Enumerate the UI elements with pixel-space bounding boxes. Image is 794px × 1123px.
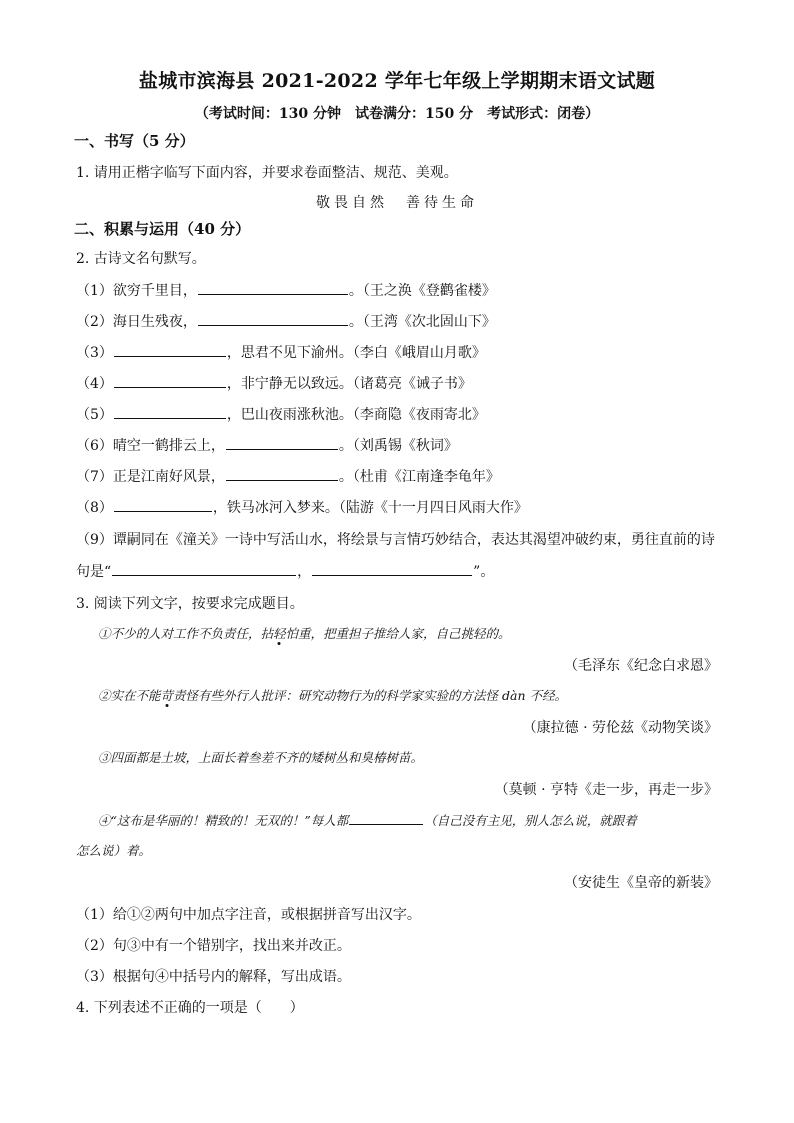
poem-item: （1）欲穷千里目， 。（王之涣《登鹳雀楼》 <box>76 280 496 300</box>
answer-blank[interactable] <box>114 404 226 419</box>
sentence-3: ③四面都是土坡，上面长着叁差不齐的矮树丛和臭椿树苗。 <box>98 750 424 765</box>
answer-blank[interactable] <box>226 435 338 450</box>
poem-item: （5） ，巴山夜雨涨秋池。（李商隐《夜雨寄北》 <box>76 404 486 424</box>
sentence-4: ④“这布是华丽的！精致的！无双的！”每人都 （自己没有主见，别人怎么说，就跟着 <box>98 810 637 829</box>
sentence-1: ①不少的人对工作不负责任，拈轻怕重，把重担子推给人家，自己挑轻的。 <box>98 626 511 641</box>
poem-item-9-line1: （9）谭嗣同在《潼关》一诗中写活山水，将绘景与言情巧妙结合，表达其渴望冲破约束，勇往直前的诗 <box>76 532 715 548</box>
question-4: 4. 下列表述不正确的一项是（ ） <box>76 1000 304 1016</box>
exam-info: （考试时间：130 分钟 试卷满分：150 分 考试形式：闭卷） <box>194 106 600 122</box>
answer-blank[interactable] <box>114 342 226 357</box>
answer-blank[interactable] <box>114 373 226 388</box>
page-title: 盐城市滨海县 2021-2022 学年七年级上学期期末语文试题 <box>138 70 656 92</box>
answer-blank[interactable] <box>312 561 472 576</box>
poem-item: （3） ，思君不见下渝州。（李白《峨眉山月歌》 <box>76 342 486 362</box>
poem-item-9-line2: 句是“ ， ”。 <box>76 561 494 581</box>
question-2: 2. 古诗文名句默写。 <box>76 251 206 267</box>
sentence-2: ②实在不能苛责怪有些外行人批评：研究动物行为的科学家实验的方法怪 dàn 不经。 <box>98 688 567 703</box>
source-4: （安徒生《皇帝的新装》 <box>564 875 718 891</box>
poem-item: （4） ，非宁静无以致远。（诸葛亮《诫子书》 <box>76 373 472 393</box>
poem-item: （2）海日生残夜， 。（王湾《次北固山下》 <box>76 311 496 331</box>
answer-blank[interactable] <box>114 497 212 512</box>
dotted-char: 轻 <box>273 626 286 641</box>
sentence-4-cont: 怎么说）着。 <box>76 843 152 858</box>
source-2: （康拉德 · 劳伦兹《动物笑谈》 <box>522 720 718 736</box>
answer-blank[interactable] <box>349 810 423 825</box>
answer-blank[interactable] <box>112 561 296 576</box>
source-3: （莫顿 · 亨特《走一步，再走一步》 <box>494 782 718 798</box>
copy-text: 敬畏自然 善待生命 <box>316 195 478 211</box>
section-heading-accumulation: 二、积累与运用（40 分） <box>74 220 251 238</box>
source-1: （毛泽东《纪念白求恩》 <box>564 658 718 674</box>
answer-blank[interactable] <box>198 311 348 326</box>
poem-item: （6）晴空一鹤排云上， 。（刘禹锡《秋词》 <box>76 435 458 455</box>
answer-blank[interactable] <box>198 280 348 295</box>
question-1: 1. 请用正楷字临写下面内容，并要求卷面整洁、规范、美观。 <box>76 165 458 181</box>
section-heading-writing: 一、书写（5 分） <box>74 132 195 150</box>
question-3: 3. 阅读下列文字，按要求完成题目。 <box>76 596 304 612</box>
poem-item: （8） ，铁马冰河入梦来。（陆游《十一月四日风雨大作》 <box>76 497 528 517</box>
answer-blank[interactable] <box>226 466 338 481</box>
subquestion-1: （1）给①②两句中加点字注音，或根据拼音写出汉字。 <box>76 907 421 923</box>
poem-item: （7）正是江南好风景， 。（杜甫《江南逢李龟年》 <box>76 466 500 486</box>
subquestion-3: （3）根据句④中括号内的解释，写出成语。 <box>76 969 351 985</box>
dotted-char: 苛 <box>160 688 174 703</box>
subquestion-2: （2）句③中有一个错别字，找出来并改正。 <box>76 938 351 954</box>
